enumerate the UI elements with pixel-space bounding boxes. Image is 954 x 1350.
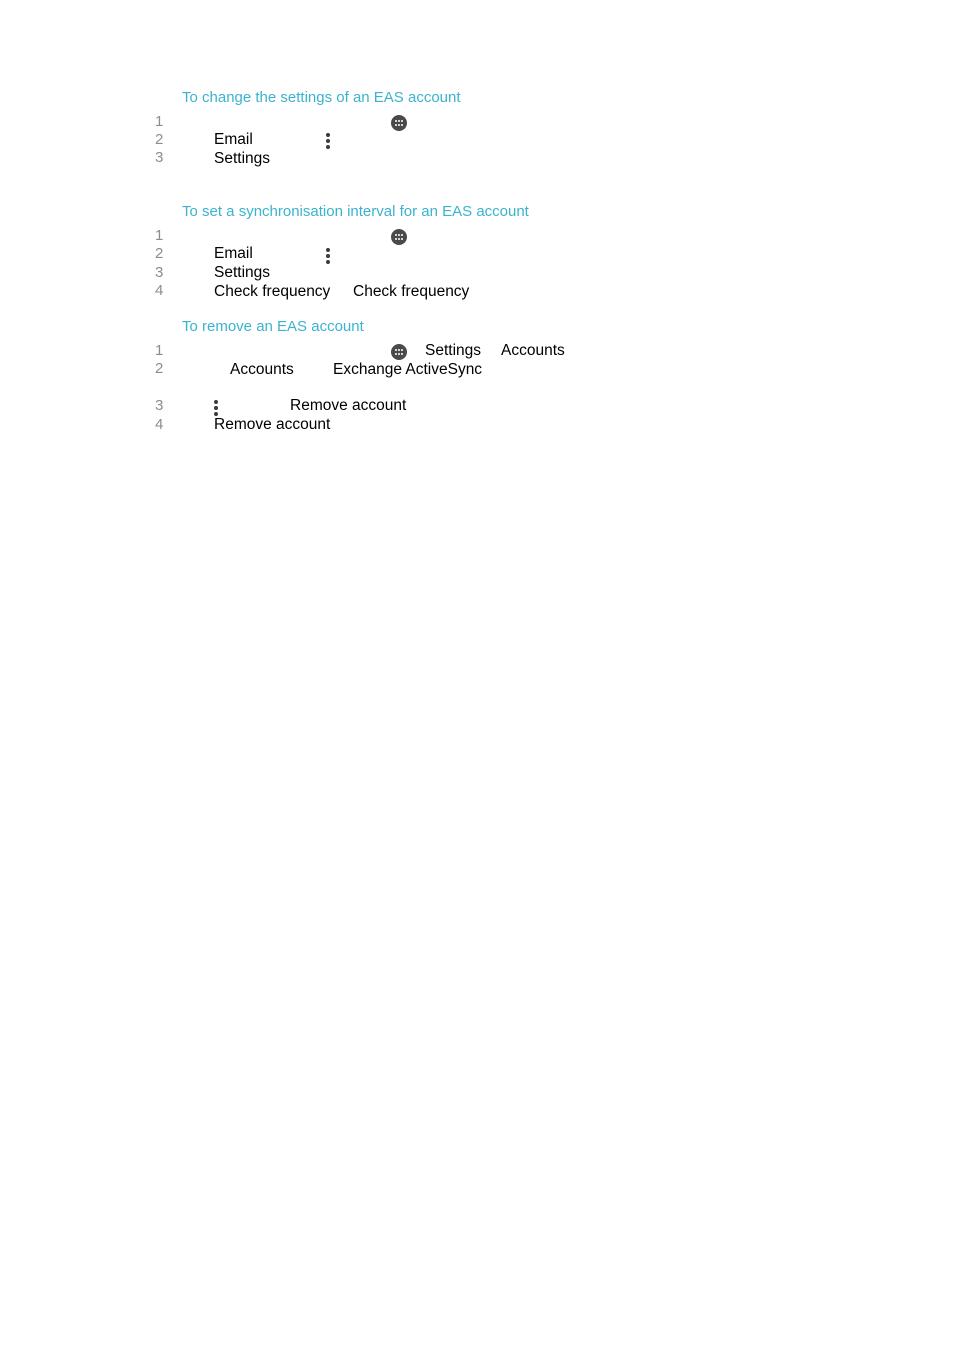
accounts-label: Accounts bbox=[230, 361, 294, 378]
step-number: 1 bbox=[155, 227, 164, 244]
step-number: 3 bbox=[155, 149, 164, 166]
remove-account-confirm-label: Remove account bbox=[214, 416, 331, 433]
settings-label: Settings bbox=[425, 342, 482, 359]
step-number: 1 bbox=[155, 113, 164, 130]
section-heading-remove-account: To remove an EAS account bbox=[182, 318, 364, 335]
section-heading-sync-interval: To set a synchronisation interval for an EAS account bbox=[182, 203, 529, 220]
check-frequency-option: Check frequency bbox=[353, 283, 470, 300]
step-number: 1 bbox=[155, 342, 164, 359]
step-number: 2 bbox=[155, 245, 164, 262]
email-label: Email bbox=[214, 131, 253, 148]
step-number: 2 bbox=[155, 131, 164, 148]
remove-account-menu-label: Remove account bbox=[290, 397, 407, 414]
settings-label: Settings bbox=[214, 264, 271, 281]
apps-grid-icon bbox=[391, 344, 407, 360]
step-number: 4 bbox=[155, 416, 164, 433]
step-number: 3 bbox=[155, 397, 164, 414]
settings-label: Settings bbox=[214, 150, 271, 167]
more-vertical-icon bbox=[325, 248, 331, 264]
email-label: Email bbox=[214, 245, 253, 262]
section-heading-change-settings: To change the settings of an EAS account bbox=[182, 89, 461, 106]
more-vertical-icon bbox=[213, 400, 219, 416]
apps-grid-icon bbox=[391, 229, 407, 245]
accounts-label: Accounts bbox=[501, 342, 565, 359]
apps-grid-icon bbox=[391, 115, 407, 131]
step-number: 4 bbox=[155, 282, 164, 299]
step-number: 2 bbox=[155, 360, 164, 377]
more-vertical-icon bbox=[325, 133, 331, 149]
step-number: 3 bbox=[155, 264, 164, 281]
exchange-activesync-label: Exchange ActiveSync bbox=[333, 361, 483, 378]
check-frequency-label: Check frequency bbox=[214, 283, 331, 300]
